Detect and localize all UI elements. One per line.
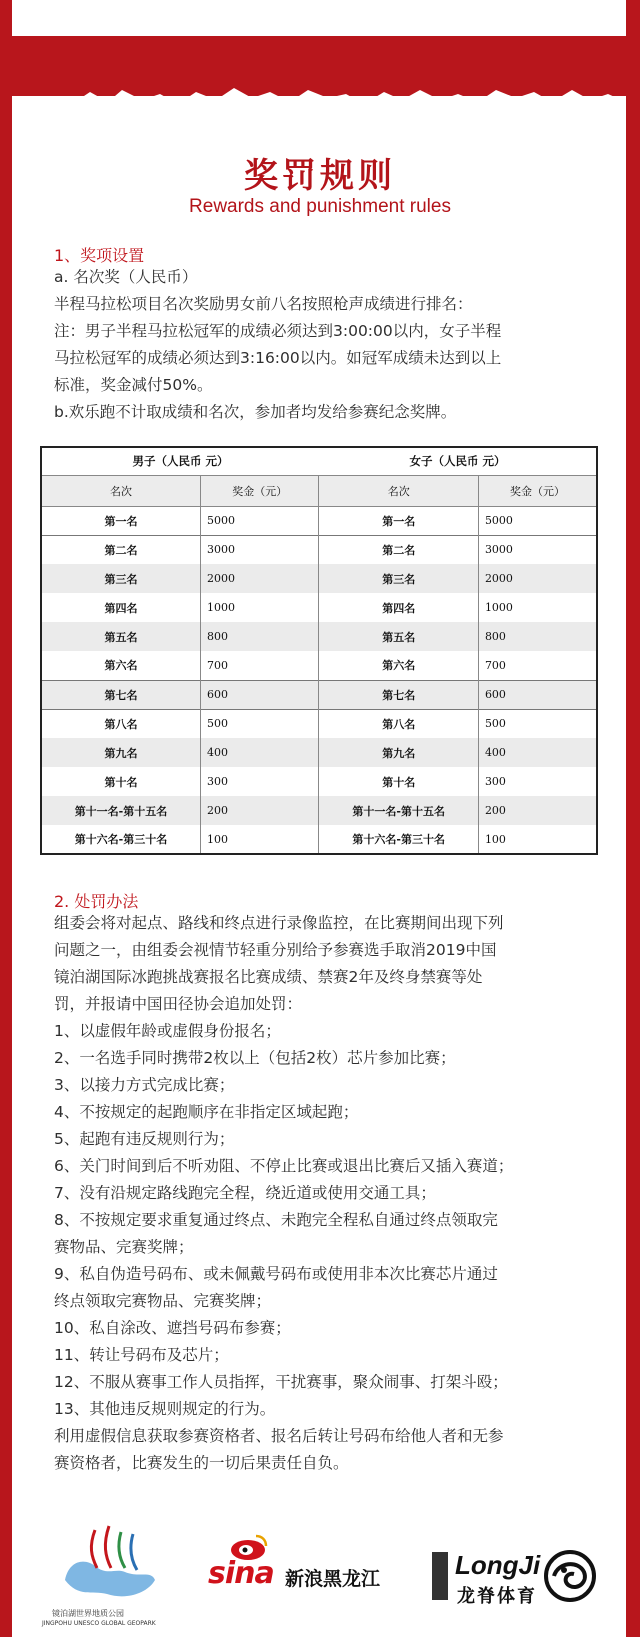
penalties-line: 1、以虚假年龄或虚假身份报名； [54,1022,281,1040]
table-row [41,796,597,825]
table-row [41,767,597,796]
women-rank: 第五名 [319,622,478,651]
sina-logo-text: sina [208,1556,274,1591]
men-amount: 1000 [200,593,319,622]
women-amount: 2000 [478,564,597,593]
men-amount: 3000 [200,535,319,564]
table-row [41,506,597,535]
men-rank: 第九名 [41,738,200,767]
men-rank: 第十一名-第十五名 [41,796,200,825]
rewards-line: a. 名次奖（人民币） [54,268,198,286]
women-amount: 200 [478,796,597,825]
dragon-emblem-icon [542,1548,598,1604]
table-row [41,709,597,738]
men-rank: 第四名 [104,601,138,615]
men-amount: 800 [200,622,319,651]
women-amount: 500 [478,709,597,738]
women-rank: 第十名 [319,767,478,796]
men-header: 男子（人民币 元） [41,447,319,475]
penalties-line: 组委会将对起点、路线和终点进行录像监控，在比赛期间出现下列 [54,914,504,932]
women-rank: 第四名 [319,593,478,622]
women-amount: 700 [478,651,597,680]
rewards-text [54,264,594,426]
men-amount: 200 [200,796,319,825]
women-amount-column: 奖金（元） [478,475,597,506]
women-rank: 第六名 [319,651,478,680]
rewards-line: 标准，奖金减付50%。 [54,376,213,394]
longji-sports-text: 龙脊体育 [457,1586,537,1607]
top-banner-card [12,0,626,36]
penalties-line: 8、不按规定要求重复通过终点、未跑完全程私自通过终点领取完 [54,1211,498,1229]
table-row [41,825,597,854]
men-rank-column: 名次 [41,475,200,506]
men-rank: 第三名 [41,564,200,593]
women-amount: 600 [478,680,597,709]
rewards-line: 半程马拉松项目名次奖励男女前八名按照枪声成绩进行排名： [54,295,473,313]
geopark-name-en: JINGPOHU UNESCO GLOBAL GEOPARK [42,1620,156,1627]
women-rank: 第一名 [319,506,478,535]
men-amount: 5000 [200,506,319,535]
men-amount: 2000 [200,564,319,593]
women-rank: 第九名 [319,738,478,767]
table-row [41,651,597,680]
women-amount: 5000 [478,506,597,535]
penalties-text [54,910,594,1477]
women-amount: 1000 [478,593,597,622]
page-title: 奖罚规则 [244,156,396,196]
table-row [41,680,597,709]
longji-logo-text: LongJi [455,1550,541,1580]
women-header: 女子（人民币 元） [319,447,597,475]
penalties-line: 7、没有沿规定路线跑完全程，绕近道或使用交通工具； [54,1184,436,1202]
rewards-line: 注：男子半程马拉松冠军的成绩必须达到3:00:00以内，女子半程 [54,322,502,340]
geopark-name-cn: 镜泊湖世界地质公园 [52,1609,124,1618]
table-row [41,535,597,564]
prize-table-header [41,447,597,475]
women-rank: 第七名 [319,680,478,709]
women-rank: 第八名 [319,709,478,738]
prize-table [40,446,598,855]
women-amount: 300 [478,767,597,796]
penalties-line: 10、私自涂改、遮挡号码布参赛； [54,1319,291,1337]
rewards-line: b.欢乐跑不计取成绩和名次，参加者均发给参赛纪念奖牌。 [54,403,457,421]
penalties-line: 2、一名选手同时携带2枚以上（包括2枚）芯片参加比赛； [54,1049,456,1067]
women-rank-column: 名次 [319,475,478,506]
penalties-line: 13、其他违反规则规定的行为。 [54,1400,276,1418]
men-amount: 300 [200,767,319,796]
penalties-heading: 2. 处罚办法 [54,892,139,911]
prize-table-subheader [41,475,597,506]
men-rank: 第二名 [41,535,200,564]
penalties-line: 终点领取完赛物品、完赛奖牌； [54,1292,272,1310]
men-amount-column: 奖金（元） [200,475,319,506]
geopark-logo-icon [55,1520,165,1605]
women-amount: 3000 [478,535,597,564]
women-rank: 第三名 [319,564,478,593]
penalties-line: 6、关门时间到后不听劝阻、不停止比赛或退出比赛后又插入赛道； [54,1157,514,1175]
longji-seal-icon [432,1552,448,1600]
sina-heilongjiang-text: 新浪黑龙江 [285,1568,381,1590]
table-row [41,622,597,651]
sponsor-logos [0,1520,640,1630]
rewards-line: 马拉松冠军的成绩必须达到3:16:00以内。如冠军成绩未达到以上 [54,349,502,367]
men-amount: 500 [200,709,319,738]
men-amount: 700 [200,651,319,680]
women-amount: 400 [478,738,597,767]
men-rank: 第十六名-第三十名 [74,833,168,846]
table-row [41,738,597,767]
penalties-line: 5、起跑有违反规则行为； [54,1130,235,1148]
women-rank: 第二名 [319,535,478,564]
rewards-heading: 1、奖项设置 [54,246,145,265]
page-subtitle: Rewards and punishment rules [189,196,451,217]
penalties-line: 利用虚假信息获取参赛资格者、报名后转让号码布给他人者和无参 [54,1427,504,1445]
penalties-line: 问题之一，由组委会视情节轻重分别给予参赛选手取消2019中国 [54,941,497,959]
men-amount: 600 [200,680,319,709]
men-rank: 第六名 [104,659,138,673]
penalties-line: 11、转让号码布及芯片； [54,1346,229,1364]
men-amount: 400 [200,738,319,767]
women-amount: 100 [478,825,597,854]
men-rank: 第七名 [41,680,200,709]
men-rank: 第一名 [104,514,138,528]
women-rank: 第十一名-第十五名 [319,796,478,825]
men-rank: 第十名 [104,775,138,789]
men-amount: 100 [200,825,319,854]
penalties-line: 镜泊湖国际冰跑挑战赛报名比赛成绩、禁赛2年及终身禁赛等处 [54,968,483,986]
penalties-line: 4、不按规定的起跑顺序在非指定区域起跑； [54,1103,359,1121]
penalties-line: 12、不服从赛事工作人员指挥，干扰赛事，聚众闹事、打架斗殴； [54,1373,508,1391]
women-amount: 800 [478,622,597,651]
women-rank: 第十六名-第三十名 [319,825,478,854]
table-row [41,593,597,622]
penalties-line: 9、私自伪造号码布、或未佩戴号码布或使用非本次比赛芯片通过 [54,1265,498,1283]
penalties-line: 赛物品、完赛奖牌； [54,1238,194,1256]
men-rank: 第五名 [41,622,200,651]
penalties-line: 罚，并报请中国田径协会追加处罚： [54,995,303,1013]
penalties-line: 3、以接力方式完成比赛； [54,1076,235,1094]
men-rank: 第八名 [41,709,200,738]
penalties-line: 赛资格者，比赛发生的一切后果责任自负。 [54,1454,349,1472]
table-row [41,564,597,593]
